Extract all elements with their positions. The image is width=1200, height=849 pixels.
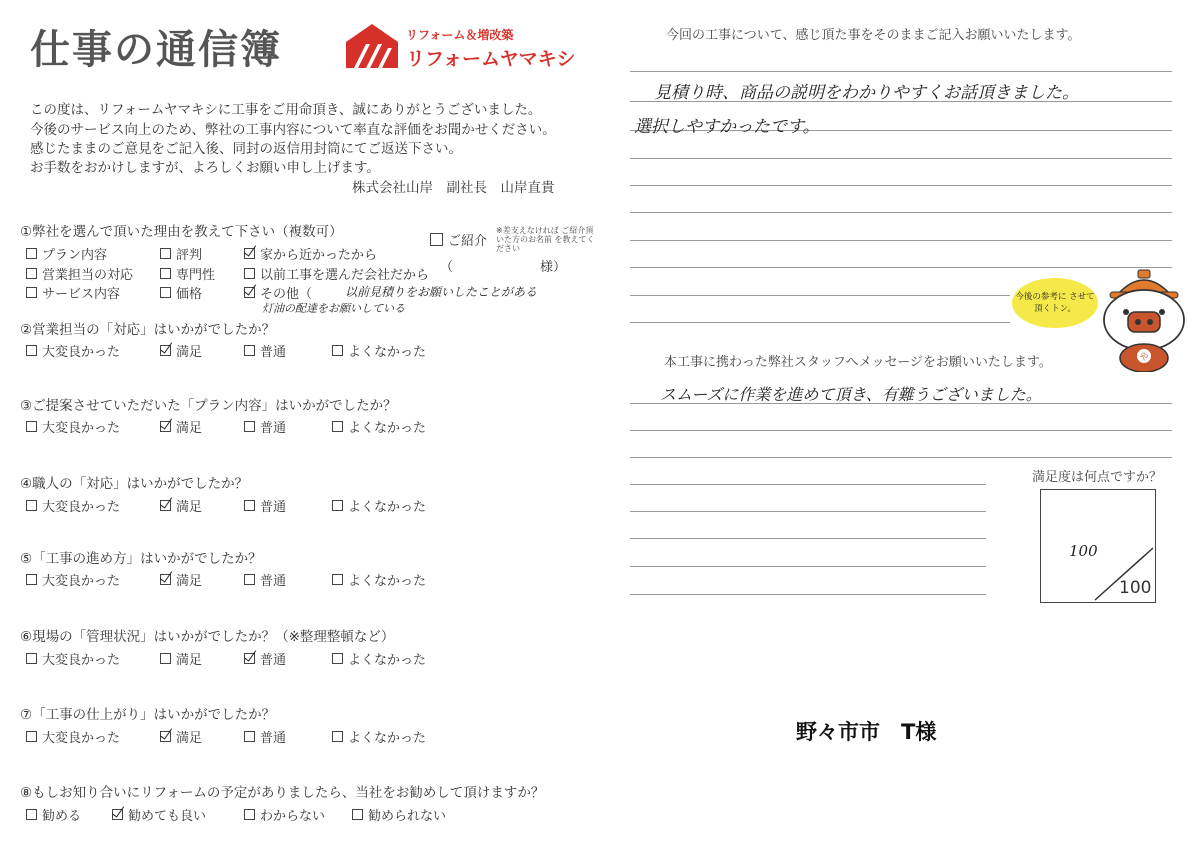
option-label: その他（ (260, 287, 313, 302)
checkbox[interactable] (26, 287, 37, 298)
q8-option[interactable] (244, 805, 325, 824)
q3-option[interactable] (244, 417, 286, 436)
checkbox[interactable] (332, 731, 343, 742)
option-label: よくなかった (348, 653, 427, 668)
other-handwritten-2: 灯油の配達をお願いしている (262, 302, 405, 315)
option-label: わからない (260, 809, 326, 824)
checkbox[interactable] (26, 345, 37, 356)
q6-option[interactable] (244, 649, 286, 668)
checkbox[interactable] (332, 421, 343, 432)
checkbox[interactable] (26, 809, 37, 820)
intro-line-1: この度は、リフォームヤマキシに工事をご用命頂き、誠にありがとうございました。 (30, 102, 542, 118)
question-8: ⑧もしお知り合いにリフォームの予定がありましたら、当社をお勧めして頂けますか？ (20, 785, 545, 801)
option-label: 価格 (176, 287, 203, 302)
impression-handwritten-2: 選択しやすかったです。 (634, 117, 820, 137)
q1-option[interactable] (160, 283, 202, 302)
checkbox[interactable] (26, 731, 37, 742)
option-label: 普通 (260, 500, 287, 515)
staff-message-handwritten: スムーズに作業を進めて頂き、有難うございました。 (660, 385, 1042, 404)
logo-subtitle: リフォーム＆増改築 (406, 28, 514, 42)
checkbox[interactable] (26, 248, 37, 259)
q1-option[interactable] (160, 264, 215, 283)
q7-option[interactable] (26, 727, 120, 746)
checkbox-checked[interactable] (160, 345, 171, 356)
q7-option[interactable] (244, 727, 286, 746)
option-label: 大変良かった (42, 574, 121, 589)
q4-option[interactable] (160, 496, 202, 515)
checkbox[interactable] (244, 731, 255, 742)
speech-bubble-text: 今後の参考に させて頂くトン。 (1015, 292, 1095, 314)
checkbox[interactable] (244, 500, 255, 511)
customer-name: 野々市市 T様 (796, 720, 937, 744)
checkbox[interactable] (244, 421, 255, 432)
question-6: ⑥現場の「管理状況」はいかがでしたか？（※整理整頓など） (20, 629, 395, 645)
q4-option[interactable] (332, 496, 426, 515)
option-label: プラン内容 (42, 248, 108, 263)
option-label: 勧められない (368, 809, 447, 824)
q1-option[interactable] (244, 264, 429, 283)
option-label: よくなかった (348, 345, 427, 360)
checkbox[interactable] (160, 268, 171, 279)
q4-option[interactable] (244, 496, 286, 515)
checkbox[interactable] (332, 574, 343, 585)
q3-option[interactable] (332, 417, 426, 436)
q6-option[interactable] (332, 649, 426, 668)
q8-option[interactable] (26, 805, 81, 824)
referral-name-suffix: 様） (540, 260, 567, 275)
q5-option[interactable] (160, 570, 202, 589)
option-label: 満足 (176, 500, 203, 515)
question-4: ④職人の「対応」はいかがでしたか？ (20, 476, 249, 492)
option-label: 大変良かった (42, 653, 121, 668)
option-label: ご紹介 (448, 234, 488, 249)
score-value: 100 (1069, 542, 1098, 560)
checkbox[interactable] (26, 500, 37, 511)
option-label: よくなかった (348, 574, 427, 589)
q8-option[interactable] (112, 805, 206, 824)
checkbox[interactable] (26, 574, 37, 585)
option-label: 満足 (176, 731, 203, 746)
question-5: ⑤「工事の進め方」はいかがでしたか？ (20, 551, 262, 567)
q2-option[interactable] (244, 341, 286, 360)
option-label: 満足 (176, 421, 203, 436)
score-max: 100 (1119, 578, 1152, 598)
option-label: 大変良かった (42, 421, 121, 436)
q5-option[interactable] (332, 570, 426, 589)
option-label: 勧める (42, 809, 82, 824)
staff-prompt: 本工事に携わった弊社スタッフへメッセージをお願いいたします。 (664, 355, 1052, 370)
checkbox-checked[interactable] (244, 248, 255, 259)
option-label: 家から近かったから (260, 248, 378, 263)
checkbox[interactable] (430, 233, 443, 246)
checkbox-checked[interactable] (112, 809, 123, 820)
q7-option[interactable] (160, 727, 202, 746)
referral-note: ※差支えなければ ご紹介頂いた方のお名前 を教えてください (496, 226, 595, 253)
page-title: 仕事の通信簿 (30, 27, 282, 73)
q1-option[interactable] (26, 283, 120, 302)
option-label: 大変良かった (42, 731, 121, 746)
intro-line-4: お手数をおかけしますが、よろしくお願い申し上げます。 (30, 160, 380, 176)
q5-option[interactable] (244, 570, 286, 589)
option-label: 普通 (260, 653, 287, 668)
q1-option[interactable] (244, 244, 377, 263)
impression-prompt: 今回の工事について、感じ頂た事をそのままご記入お願いいたします。 (666, 28, 1081, 43)
question-3: ③ご提案させていただいた「プラン内容」はいかがでしたか？ (20, 398, 397, 414)
option-label: 満足 (176, 653, 203, 668)
logo-name: リフォームヤマキシ (406, 48, 576, 70)
q3-option[interactable] (26, 417, 120, 436)
pig-mascot-icon (1098, 268, 1190, 372)
checkbox[interactable] (332, 500, 343, 511)
checkbox[interactable] (160, 653, 171, 664)
option-label: 以前工事を選んだ会社だから (260, 268, 430, 283)
q6-option[interactable] (26, 649, 120, 668)
checkbox[interactable] (244, 574, 255, 585)
option-label: 専門性 (176, 268, 216, 283)
intro-line-3: 感じたままのご意見をご記入後、同封の返信用封筒にてご返送下さい。 (30, 141, 462, 157)
q5-option[interactable] (26, 570, 120, 589)
impression-handwritten-1: 見積り時、商品の説明をわかりやすくお話頂きました。 (654, 83, 1079, 103)
question-1: ①弊社を選んで頂いた理由を教えて下さい（複数可） (20, 224, 343, 240)
score-box (1040, 489, 1156, 603)
referral-open-paren: （ (440, 260, 454, 275)
q7-option[interactable] (332, 727, 426, 746)
checkbox-checked[interactable] (160, 421, 171, 432)
mascot-badge: や (1139, 353, 1149, 363)
checkbox[interactable] (244, 345, 255, 356)
other-handwritten-1: 以前見積りをお願いしたことがある (345, 285, 538, 299)
option-label: 勧めても良い (128, 809, 207, 824)
q6-option[interactable] (160, 649, 202, 668)
checkbox[interactable] (26, 268, 37, 279)
question-7: ⑦「工事の仕上がり」はいかがでしたか？ (20, 707, 276, 723)
option-label: サービス内容 (42, 287, 121, 302)
checkbox-checked[interactable] (160, 574, 171, 585)
checkbox[interactable] (332, 345, 343, 356)
option-label: 評判 (176, 248, 203, 263)
option-label: 満足 (176, 574, 203, 589)
checkbox[interactable] (160, 248, 171, 259)
checkbox[interactable] (352, 809, 363, 820)
option-label: 普通 (260, 574, 287, 589)
checkbox[interactable] (244, 809, 255, 820)
referral-option[interactable] (430, 230, 487, 249)
q1-option[interactable] (160, 244, 202, 263)
signature: 株式会社山岸 副社長 山岸直貴 (352, 180, 555, 196)
intro-line-2: 今後のサービス向上のため、弊社の工事内容について率直な評価をお聞かせください。 (30, 122, 556, 138)
q2-option[interactable] (26, 341, 120, 360)
q1-option[interactable] (26, 244, 107, 263)
checkbox[interactable] (332, 653, 343, 664)
checkbox-checked[interactable] (244, 287, 255, 298)
option-label: よくなかった (348, 421, 427, 436)
q2-option[interactable] (160, 341, 202, 360)
q3-option[interactable] (160, 417, 202, 436)
checkbox[interactable] (26, 421, 37, 432)
score-prompt: 満足度は何点ですか？ (1032, 470, 1163, 485)
question-2: ②営業担当の「対応」はいかがでしたか？ (20, 322, 276, 338)
q1-option[interactable] (26, 264, 133, 283)
speech-bubble (1012, 278, 1098, 328)
checkbox-checked[interactable] (160, 731, 171, 742)
q8-option[interactable] (352, 805, 446, 824)
option-label: 営業担当の対応 (42, 268, 134, 283)
option-label: 普通 (260, 731, 287, 746)
checkbox[interactable] (244, 268, 255, 279)
q4-option[interactable] (26, 496, 120, 515)
checkbox[interactable] (26, 653, 37, 664)
option-label: 満足 (176, 345, 203, 360)
option-label: 普通 (260, 421, 287, 436)
checkbox-checked[interactable] (160, 500, 171, 511)
option-label: 大変良かった (42, 345, 121, 360)
roof-logo-icon (344, 22, 400, 70)
option-label: 普通 (260, 345, 287, 360)
checkbox[interactable] (160, 287, 171, 298)
company-logo (344, 22, 576, 72)
option-label: よくなかった (348, 500, 427, 515)
q2-option[interactable] (332, 341, 426, 360)
checkbox-checked[interactable] (244, 653, 255, 664)
option-label: 大変良かった (42, 500, 121, 515)
option-label: よくなかった (348, 731, 427, 746)
